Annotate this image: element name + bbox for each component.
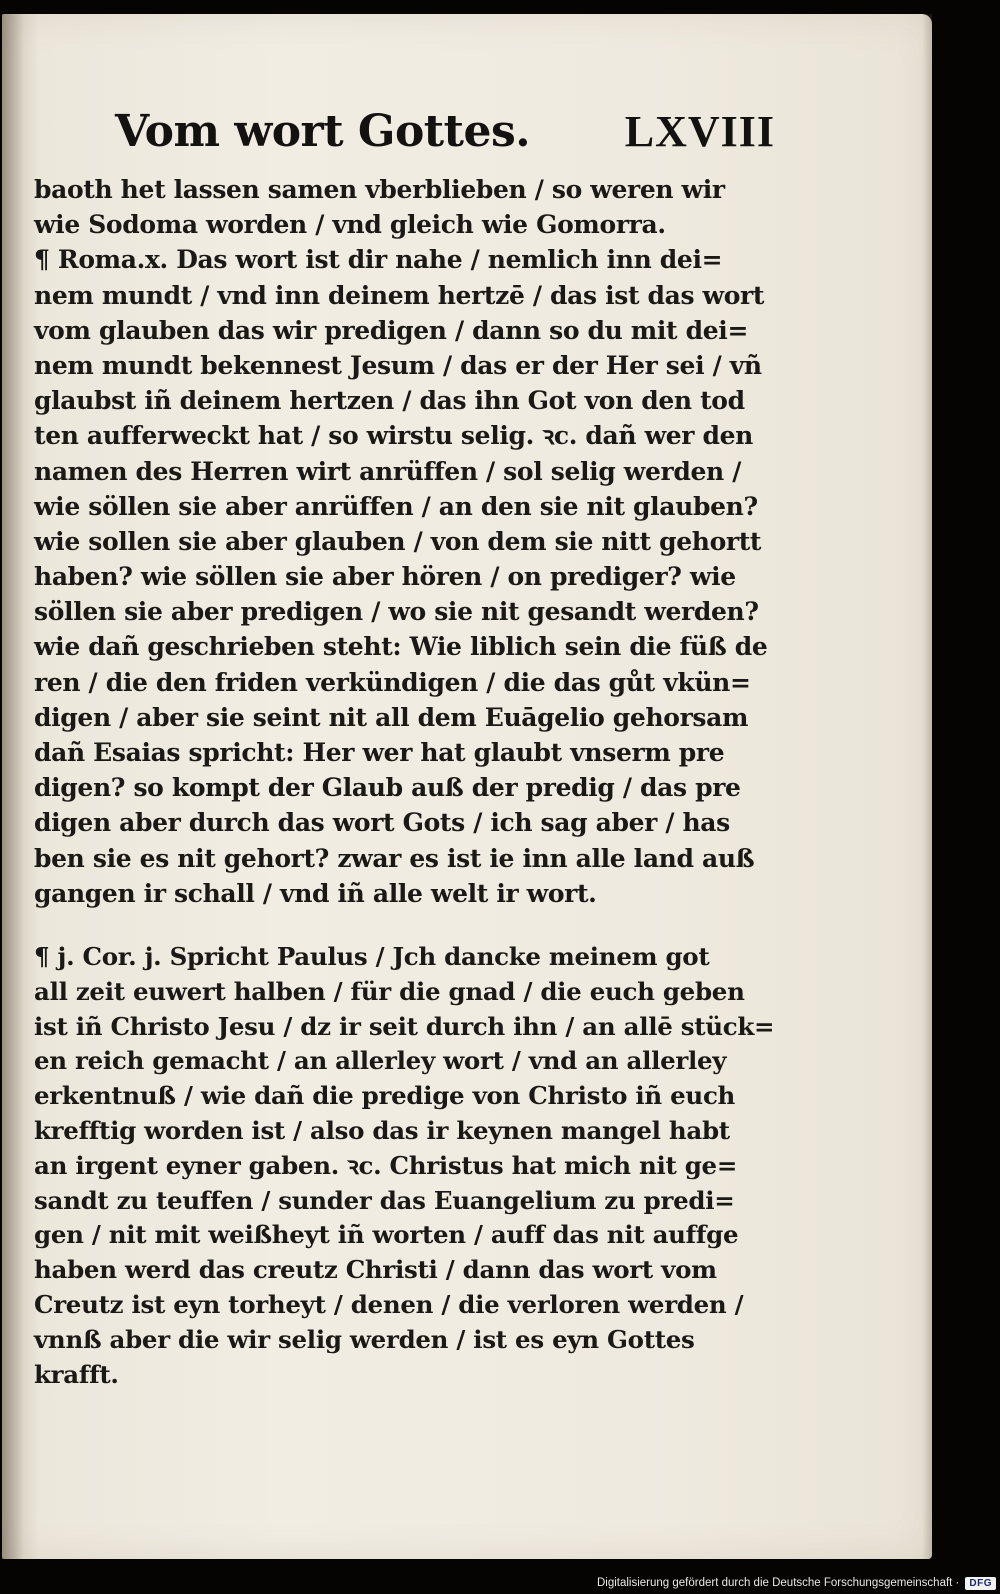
text-line: ren / die den friden verkündigen / die das gůt vkün= (34, 667, 751, 697)
text-line: glaubst iñ deinem hertzen / das ihn Got von den tod (34, 386, 745, 416)
text-line: gen / nit mit weißheyt iñ worten / auff das nit auffge (34, 1220, 739, 1250)
text-line: en reich gemacht / an allerley wort / vnd an allerley (34, 1046, 727, 1076)
text-line: ¶ Roma.x. Das wort ist dir nahe / nemlich inn dei= (34, 245, 723, 275)
credit-text: Digitalisierung gefördert durch die Deutsche Forschungsgemeinschaft · (596, 1577, 960, 1589)
text-line: wie söllen sie aber anrüffen / an den sie nit glauben? (34, 491, 758, 521)
text-line: wie sollen sie aber glauben / von dem sie nitt gehortt (34, 526, 762, 556)
text-line: krefftig worden ist / also das ir keynen mangel habt (34, 1115, 730, 1145)
text-line: nem mundt bekennest Jesum / das er der Her sei / vñ (34, 350, 762, 380)
text-line: baoth het lassen samen vberblieben / so weren wir (34, 175, 725, 204)
text-line: haben werd das creutz Christi / dann das wort vom (34, 1255, 717, 1285)
text-line: ten aufferweckt hat / so wirstu selig. ꝛc. dañ wer den (34, 421, 753, 451)
text-line: digen? so kompt der Glaub auß der predig / das pre (34, 773, 741, 803)
text-line: sandt zu teuffen / sunder das Euangelium zu predi= (34, 1185, 735, 1215)
text-line: digen aber durch das wort Gots / ich sag aber / has (34, 808, 730, 838)
text-line: erkentnuß / wie dañ die predige von Christo iñ euch (34, 1081, 736, 1111)
text-line: an irgent eyner gaben. ꝛc. Christus hat mich nit ge= (34, 1150, 738, 1180)
text-line: namen des Herren wirt anrüffen / sol selig werden / (34, 456, 741, 486)
text-line: krafft. (34, 1359, 119, 1389)
text-line: ist iñ Christo Jesu / dz ir seit durch ihn / an allē stück= (34, 1011, 775, 1041)
text-line: ¶ j. Cor. j. Spricht Paulus / Jch dancke meinem got (34, 942, 710, 971)
text-block-romans (34, 172, 786, 911)
folio-number: LXVIII (624, 107, 775, 156)
text-line: dañ Esaias spricht: Her wer hat glaubt vnserm pre (34, 738, 725, 767)
book-page (2, 14, 932, 1559)
text-line: vom glauben das wir predigen / dann so du mit dei= (34, 315, 749, 345)
digitization-credit (597, 1574, 996, 1592)
text-line: söllen sie aber predigen / wo sie nit gesandt werden? (34, 597, 759, 627)
text-line: digen / aber sie seint nit all dem Euāgelio gehorsam (34, 702, 749, 732)
dfg-logo: DFG (965, 1577, 996, 1590)
text-line: all zeit euwert halben / für die gnad / die euch geben (34, 976, 745, 1006)
text-line: ben sie es nit gehort? zwar es ist ie inn alle land auß (34, 843, 755, 873)
spine-shadow (2, 14, 24, 1559)
text-line: Creutz ist eyn torheyt / denen / die verloren werden / (34, 1289, 744, 1319)
page-edge-shadow (922, 14, 932, 1559)
text-block-corinthians (34, 940, 786, 1392)
text-line: wie Sodoma worden / vnd gleich wie Gomorra. (34, 210, 666, 240)
text-line: vnnß aber die wir selig werden / ist es eyn Gottes (34, 1324, 695, 1354)
text-line: wie dañ geschrieben steht: Wie liblich sein die füß de (34, 632, 768, 662)
text-line: nem mundt / vnd inn deinem hertzē / das ist das wort (34, 280, 765, 310)
running-title: Vom wort Gottes. (115, 106, 531, 157)
text-line: haben? wie söllen sie aber hören / on prediger? wie (34, 562, 736, 592)
text-line: gangen ir schall / vnd iñ alle welt ir wort. (34, 878, 597, 908)
page-header (115, 106, 775, 166)
